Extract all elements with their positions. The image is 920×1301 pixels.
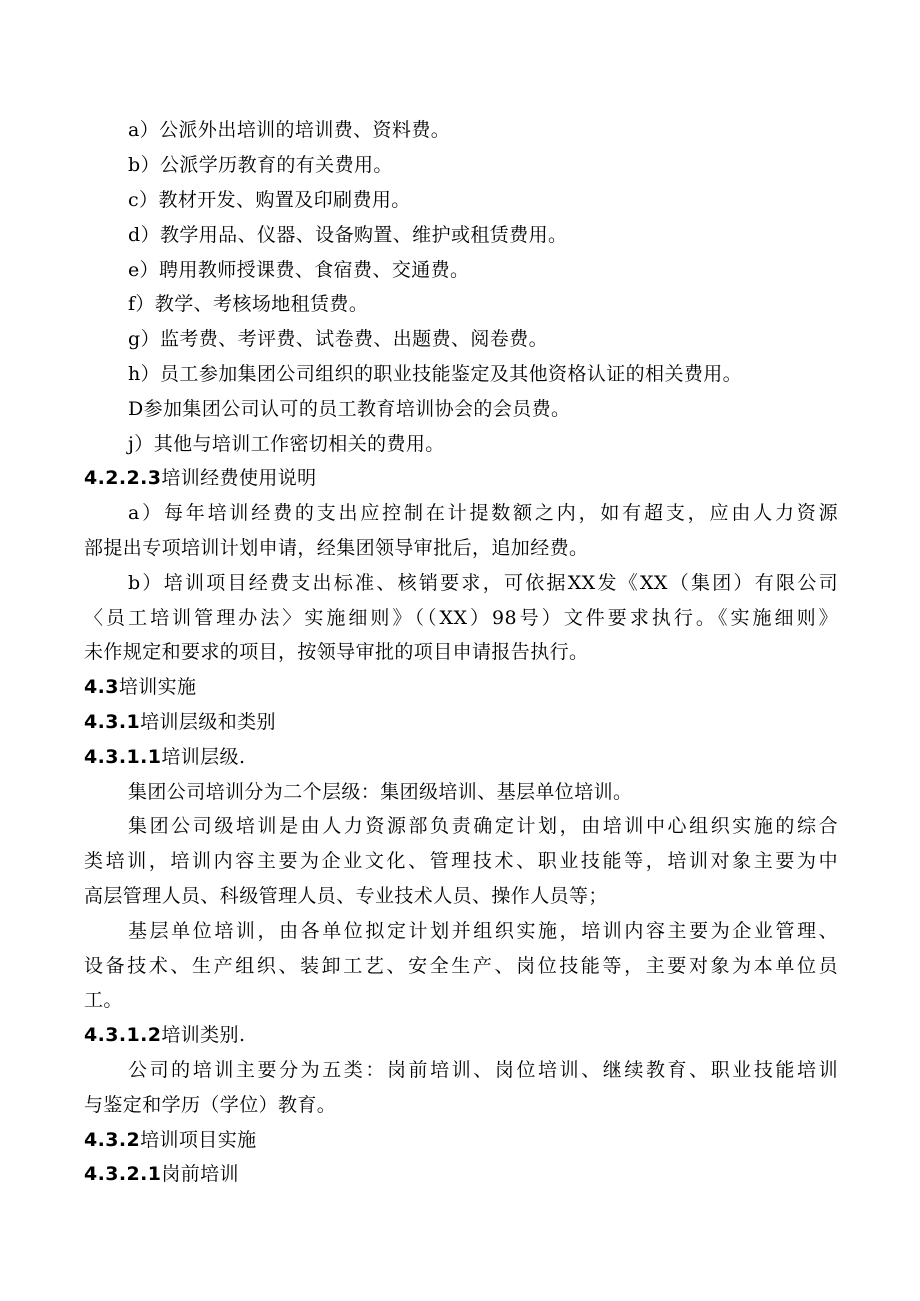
paragraph-line: 部提出专项培训计划申请，经集团领导审批后，追加经费。 — [84, 537, 589, 559]
paragraph-line: 与鉴定和学历（学位）教育。 — [84, 1094, 337, 1116]
section-number: 4.3 — [84, 676, 119, 698]
section-title: 培训层级. — [161, 746, 246, 768]
list-item: j）其他与培训工作密切相关的费用。 — [128, 433, 445, 455]
list-item: D参加集团公司认可的员工教育培训协会的会员费。 — [128, 398, 571, 420]
list-item: h）员工参加集团公司组织的职业技能鉴定及其他资格认证的相关费用。 — [128, 363, 743, 385]
paragraph-line: 〈员工培训管理办法〉实施细则》（（XX）98号）文件要求执行。《实施细则》 — [84, 607, 839, 629]
section-title: 培训项目实施 — [140, 1129, 257, 1151]
list-item: c）教材开发、购置及印刷费用。 — [128, 189, 411, 211]
section-title: 培训经费使用说明 — [161, 467, 317, 489]
section-number: 4.3.2 — [84, 1129, 141, 1151]
section-number: 4.2.2.3 — [84, 467, 162, 489]
list-item: d）教学用品、仪器、设备购置、维护或租赁费用。 — [128, 224, 568, 246]
paragraph-line: 工。 — [84, 989, 123, 1011]
paragraph-line: b）培训项目经费支出标准、核销要求，可依据XX发《XX（集团）有限公司 — [128, 572, 838, 594]
paragraph-line: 设备技术、生产组织、装卸工艺、安全生产、岗位技能等，主要对象为本单位员 — [84, 955, 838, 977]
list-item: f）教学、考核场地租赁费。 — [128, 293, 369, 315]
section-title: 培训层级和类别 — [140, 711, 276, 733]
section-heading-4-3-2-1 — [84, 1162, 844, 1186]
paragraph-line: 基层单位培训，由各单位拟定计划并组织实施，培训内容主要为企业管理、 — [128, 920, 838, 942]
section-number: 4.3.1.2 — [84, 1024, 162, 1046]
paragraph-line: 未作规定和要求的项目，按领导审批的项目申请报告执行。 — [84, 641, 589, 663]
paragraph-line: 公司的培训主要分为五类：岗前培训、岗位培训、继续教育、职业技能培训 — [128, 1059, 838, 1081]
paragraph-line: 类培训，培训内容主要为企业文化、管理技术、职业技能等，培训对象主要为中 — [84, 850, 838, 872]
section-heading-4-3-1-2 — [84, 1023, 844, 1047]
list-item: a）公派外出培训的培训费、资料费。 — [128, 119, 451, 141]
section-heading-4-2-2-3 — [84, 466, 844, 490]
section-number: 4.3.1.1 — [84, 746, 162, 768]
section-title: 培训类别. — [161, 1024, 246, 1046]
section-heading-4-3-1 — [84, 710, 844, 734]
list-item: e）聘用教师授课费、食宿费、交通费。 — [128, 259, 470, 281]
paragraph-line: 集团公司级培训是由人力资源部负责确定计划，由培训中心组织实施的综合 — [128, 815, 838, 837]
paragraph-line: a）每年培训经费的支出应控制在计提数额之内，如有超支，应由人力资源 — [128, 502, 838, 524]
section-title: 岗前培训 — [161, 1163, 239, 1185]
section-number: 4.3.1 — [84, 711, 141, 733]
list-item: g）监考费、考评费、试卷费、出题费、阅卷费。 — [128, 328, 548, 350]
section-title: 培训实施 — [118, 676, 197, 698]
paragraph-line: 高层管理人员、科级管理人员、专业技术人员、操作人员等； — [84, 885, 608, 907]
section-number: 4.3.2.1 — [84, 1163, 162, 1185]
paragraph-line: 集团公司培训分为二个层级：集团级培训、基层单位培训。 — [128, 781, 633, 803]
section-heading-4-3 — [84, 675, 844, 699]
list-item: b）公派学历教育的有关费用。 — [128, 154, 393, 176]
section-heading-4-3-1-1 — [84, 745, 844, 769]
section-heading-4-3-2 — [84, 1128, 844, 1152]
